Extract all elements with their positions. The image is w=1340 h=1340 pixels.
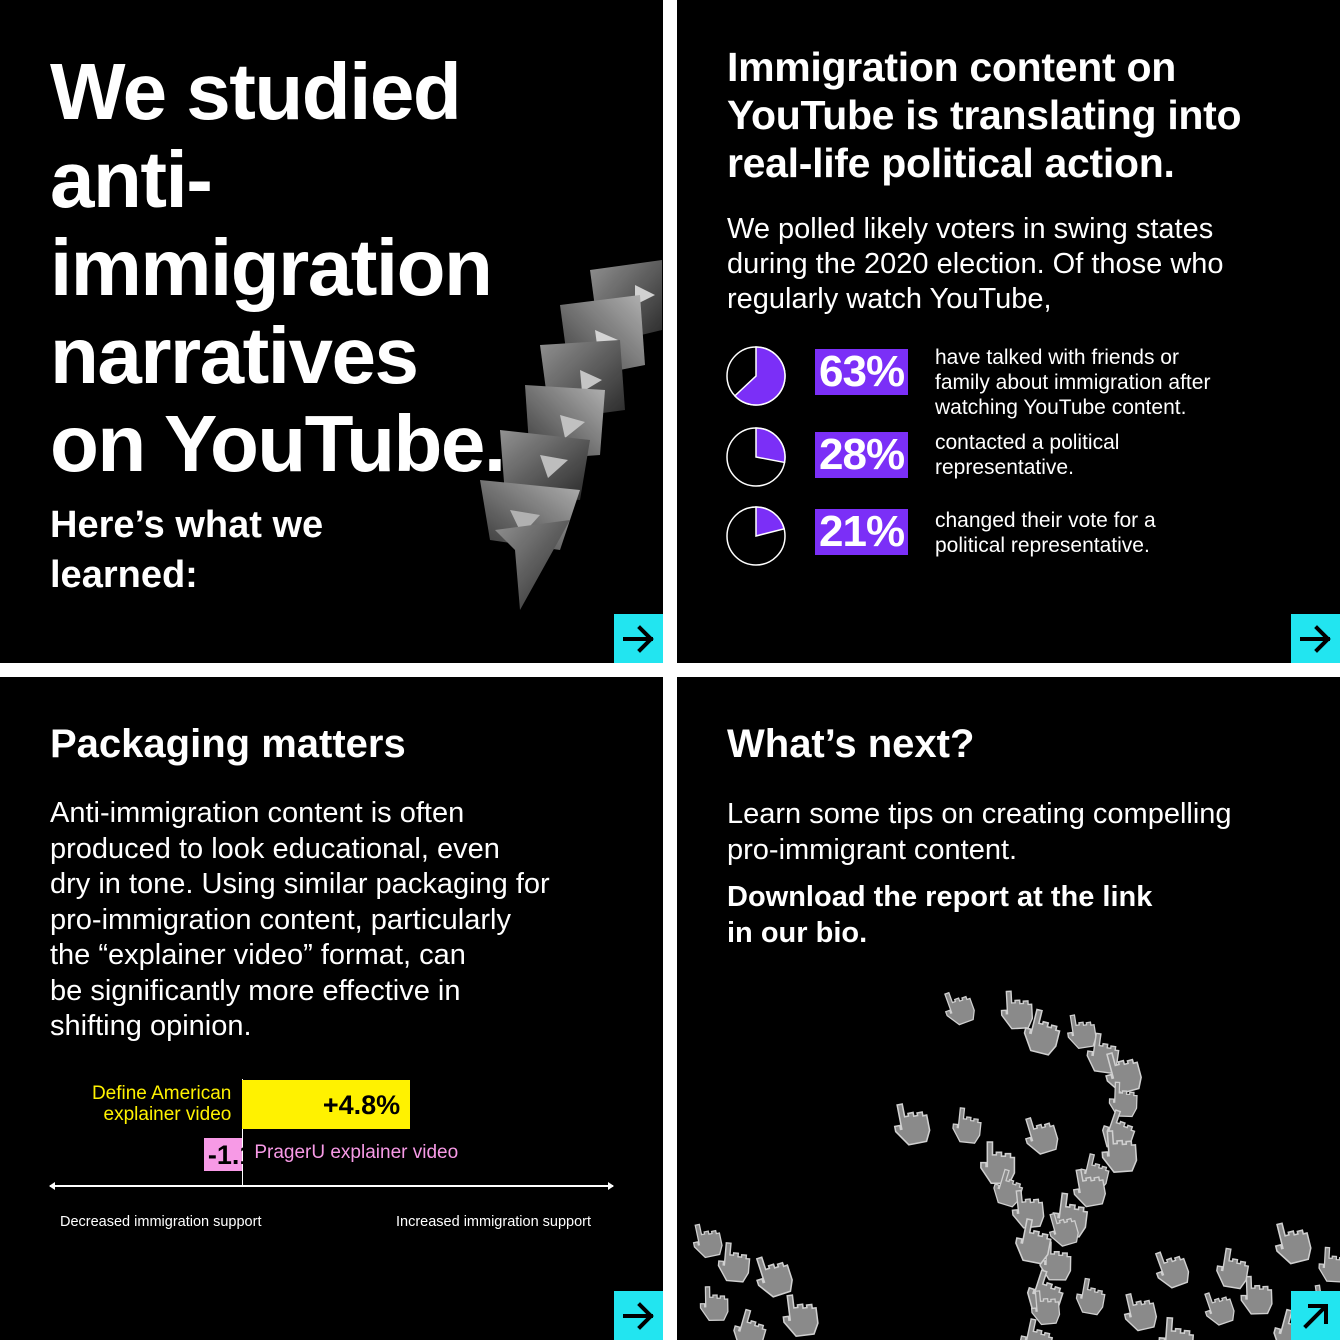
call-to-action: Download the report at the link in our bio. bbox=[727, 881, 1153, 949]
pie-chart-icon bbox=[725, 505, 787, 567]
bar-prageru bbox=[204, 1138, 279, 1171]
axis-left-caption: Decreased immigration support bbox=[60, 1214, 262, 1230]
bar-chart bbox=[0, 1057, 663, 1237]
slide-survey-results bbox=[677, 0, 1340, 663]
slide-packaging bbox=[0, 677, 663, 1340]
next-slide-button[interactable] bbox=[614, 614, 663, 663]
subheadline: Here’s what we learned: bbox=[50, 504, 324, 596]
pointer-hand-cursor-icon bbox=[1215, 1248, 1251, 1290]
stat-row bbox=[725, 426, 1325, 506]
next-slide-button[interactable] bbox=[1291, 614, 1340, 663]
pointer-hand-cursor-icon bbox=[1200, 1287, 1237, 1328]
slide-intro bbox=[0, 0, 663, 663]
stat-row bbox=[725, 505, 1325, 585]
pie-chart-icon bbox=[725, 426, 787, 488]
slide-body: We polled likely voters in swing states during the 2020 election. Of those who regularly watch YouTube, bbox=[727, 213, 1224, 315]
pointer-hand-cursor-icon bbox=[952, 1107, 983, 1143]
open-link-button[interactable] bbox=[1291, 1291, 1340, 1340]
stat-percent: 28% bbox=[815, 432, 908, 478]
pointer-hand-cursor-icon bbox=[781, 1292, 819, 1337]
arrow-up-right-icon bbox=[1300, 1300, 1332, 1332]
pointer-hand-cursor-icon bbox=[677, 977, 1340, 1340]
pointer-hand-cursor-icon bbox=[1150, 1245, 1191, 1291]
pointer-hand-cursor-icon bbox=[891, 1100, 932, 1147]
pointer-hand-cursor-icon bbox=[1020, 1112, 1060, 1157]
slide-title: What’s next? bbox=[727, 722, 975, 766]
bar-value-label: +4.8% bbox=[322, 1089, 401, 1120]
axis-line bbox=[50, 1185, 613, 1187]
pointer-hand-cursor-icon bbox=[1074, 1278, 1107, 1316]
slide-title: Immigration content on YouTube is translating into real-life political action. bbox=[727, 44, 1242, 186]
bar-define-american bbox=[242, 1080, 410, 1129]
slide-body: Learn some tips on creating compelling pro-immigrant content. bbox=[727, 798, 1232, 866]
slide-title: Packaging matters bbox=[50, 722, 406, 766]
pointer-hand-cursor-icon bbox=[690, 1221, 724, 1260]
pointer-hand-cursor-icon bbox=[1001, 990, 1033, 1029]
pointer-hand-cursor-icon bbox=[1158, 1317, 1194, 1340]
stat-row bbox=[725, 345, 1325, 425]
axis-right-caption: Increased immigration support bbox=[396, 1214, 592, 1230]
arrow-right-icon bbox=[622, 624, 656, 654]
bar-category-label: Define American explainer video bbox=[91, 1083, 232, 1125]
stat-percent: 21% bbox=[815, 509, 908, 555]
pie-chart-icon bbox=[725, 345, 787, 407]
stat-description: have talked with friends or family about immigration after watching YouTube content. bbox=[935, 346, 1211, 419]
axis-right-arrow bbox=[608, 1182, 614, 1190]
pointer-hand-cursor-icon bbox=[700, 1286, 728, 1320]
stat-description: changed their vote for a political representative. bbox=[935, 509, 1156, 557]
pointer-hand-cursor-icon bbox=[1120, 1289, 1158, 1332]
slide-body: Anti-immigration content is often produced to look educational, even dry in tone. Using similar packaging for pro-immigration content, particularly the “explainer video” format, can be significantly more effective in shifting opinion. bbox=[50, 797, 550, 1042]
next-slide-button[interactable] bbox=[614, 1291, 663, 1340]
headline: We studied anti- immigration narratives on YouTube. bbox=[50, 47, 505, 488]
pointer-hand-cursor-icon bbox=[1271, 1218, 1314, 1266]
arrow-right-icon bbox=[1299, 624, 1333, 654]
pointer-hand-cursor-icon bbox=[1065, 1012, 1097, 1049]
slide-whats-next bbox=[677, 677, 1340, 1340]
pointer-hand-cursor-icon bbox=[940, 987, 977, 1028]
pointer-hand-cursor-icon bbox=[751, 1250, 796, 1300]
stat-description: contacted a political representative. bbox=[935, 431, 1120, 479]
bar-category-label: PragerU explainer video bbox=[254, 1142, 459, 1163]
pointer-hand-cursor-icon bbox=[981, 1142, 1015, 1183]
bar-value-label: -1.1% bbox=[207, 1139, 279, 1170]
stat-percent: 63% bbox=[815, 349, 908, 395]
pointer-hand-cursor-icon bbox=[1318, 1247, 1340, 1282]
pointer-hand-cursor-icon bbox=[730, 1308, 770, 1340]
arrow-right-icon bbox=[622, 1301, 656, 1331]
axis-left-arrow bbox=[49, 1182, 55, 1190]
pointer-hand-cursor-icon bbox=[717, 1242, 751, 1282]
